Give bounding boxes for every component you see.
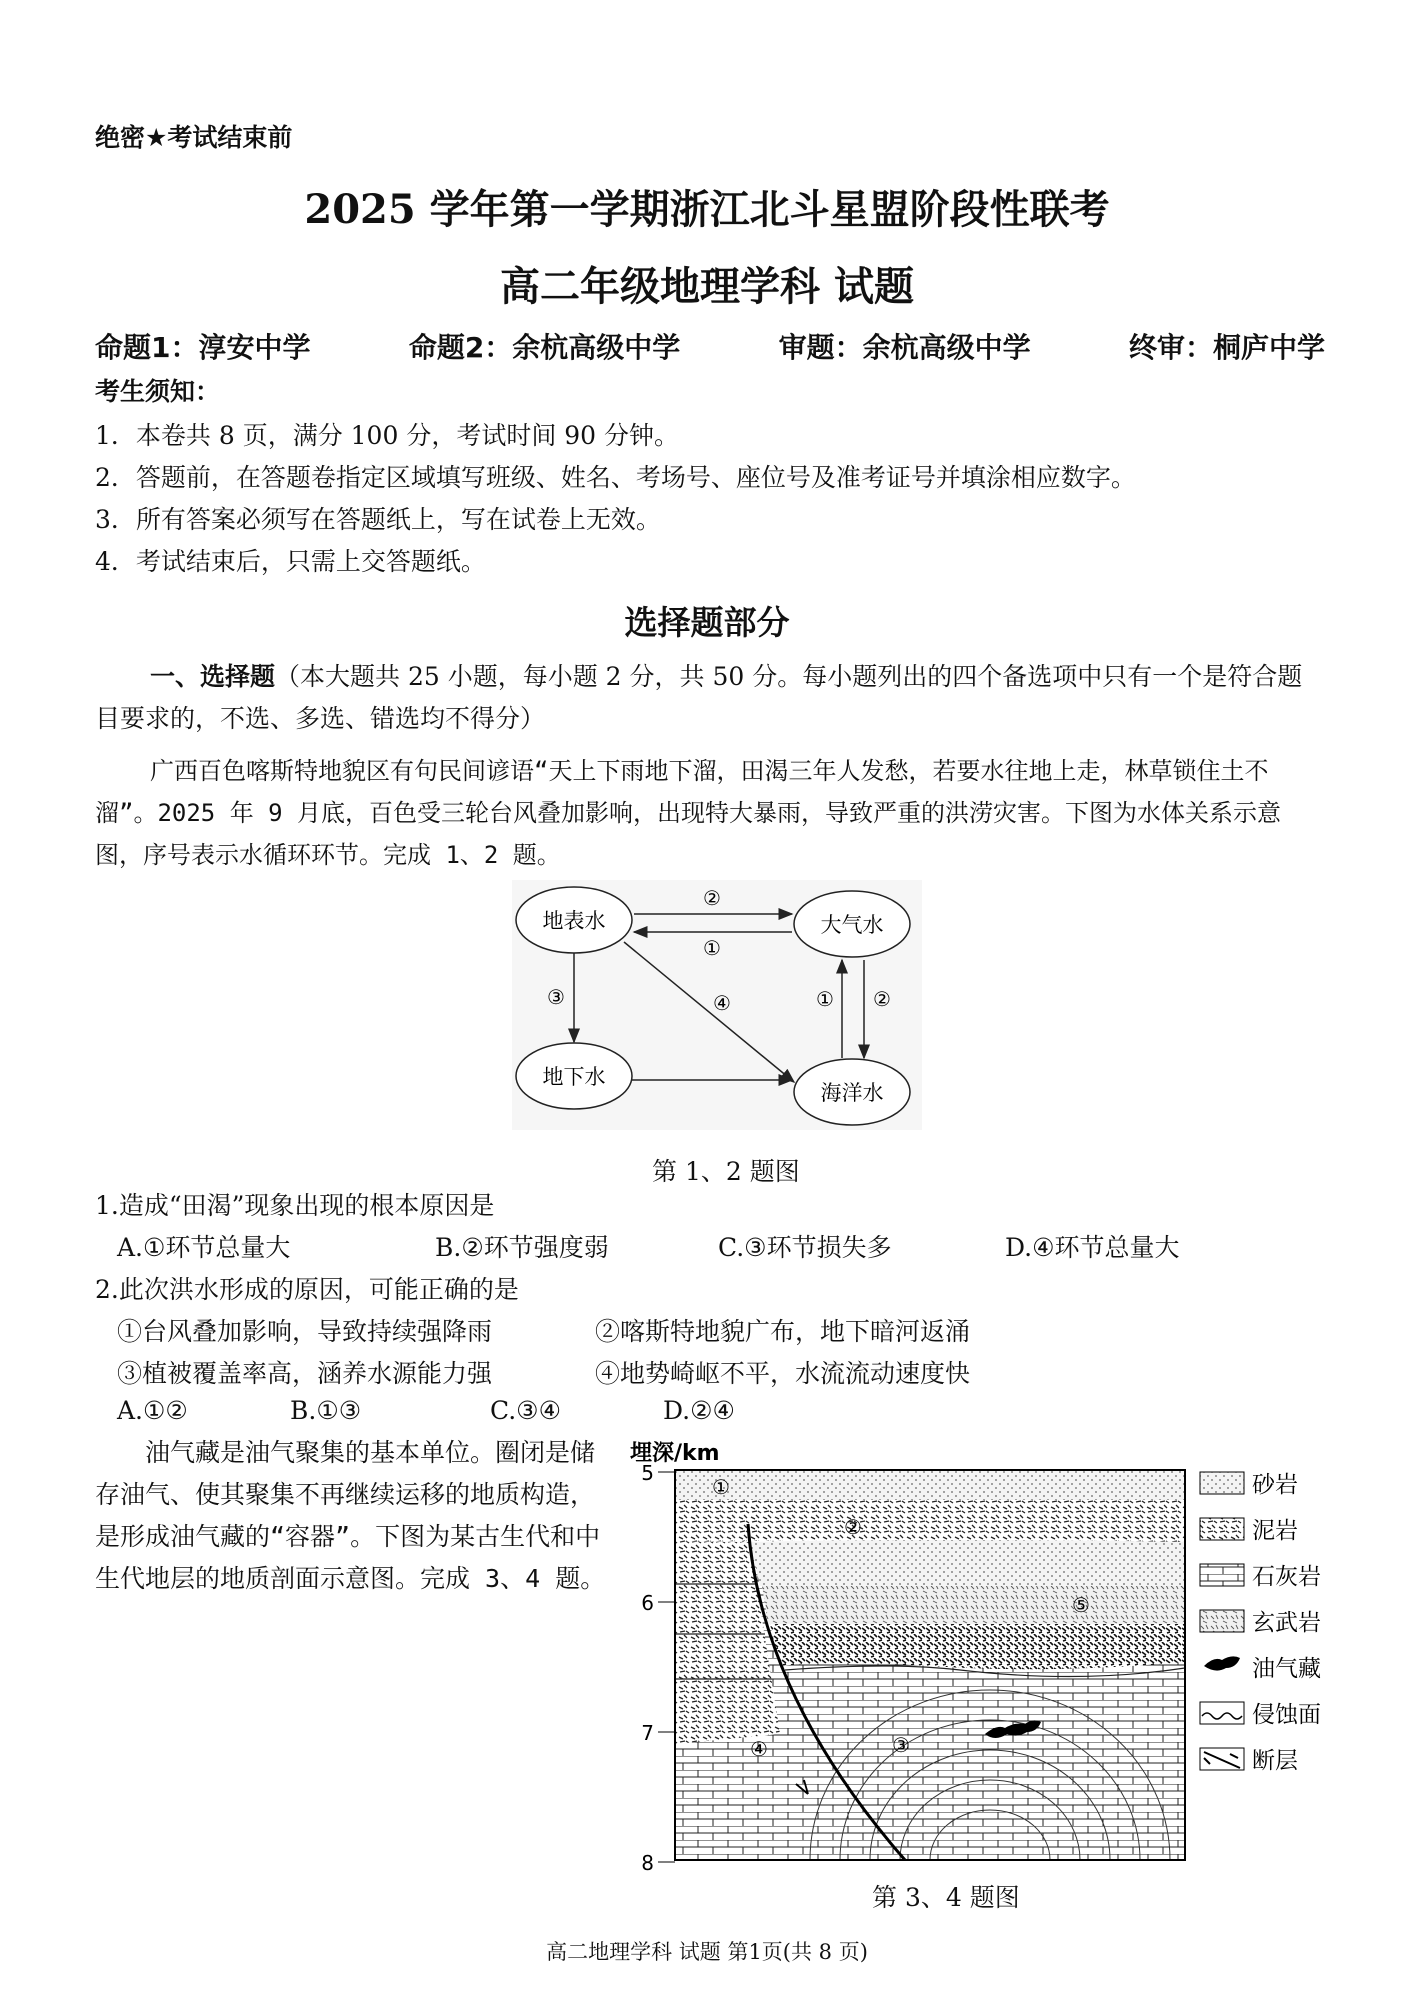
q1-option-c[interactable]: C.③环节损失多 [718,1233,892,1262]
notice-item: 3．所有答案必须写在答题纸上，写在试卷上无效。 [95,505,661,534]
question-1-2-material: 广西百色喀斯特地貌区有句民间谚语“天上下雨地下溜，田渴三年人发愁，若要水往地上走，林草锁住土不溜”。2025 年 9 月底，百色受三轮台风叠加影响，出现特大暴雨，导致严重的洪涝灾害。下图为水体关系示意图，序号表示水循环环节。完成 1、2 题。 [95,757,1282,869]
exam-title: 2025 学年第一学期浙江北斗星盟阶段性联考 [304,186,1110,233]
setters-line [95,326,1325,366]
tick-8: 8 [641,1851,654,1874]
figure-2-caption: 第 3、4 题图 [872,1883,1020,1912]
layer-1-sandstone [675,1470,1185,1500]
legend [1200,1472,1321,1774]
q1-option-d[interactable]: D.④环节总量大 [1005,1233,1180,1262]
legend-erosion-surface: 侵蚀面 [1252,1702,1321,1728]
label-1-right: ① [816,987,834,1011]
layer-5-basalt [762,1586,1185,1624]
tick-7: 7 [641,1721,654,1745]
question-1-stem: 1.造成“田渴”现象出现的根本原因是 [95,1191,495,1220]
q2-statement-4: ④地势崎岖不平，水流流动速度快 [595,1359,971,1388]
layer-mudstone-lower [770,1624,1185,1669]
label-4: ④ [713,991,731,1015]
layer-2-mudstone [675,1500,1185,1542]
q1-option-a[interactable]: A.①环节总量大 [117,1233,291,1262]
setter-2: 命题2：余杭高级中学 [408,331,681,364]
question-2-stem: 2.此次洪水形成的原因，可能正确的是 [95,1275,519,1304]
page-footer: 高二地理学科 试题 第1页(共 8 页) [546,1940,868,1964]
legend-sandstone: 砂岩 [1252,1472,1298,1498]
final-reviewer: 终审：桐庐中学 [1128,331,1325,364]
notice-item: 4．考试结束后，只需上交答题纸。 [95,547,486,576]
notice-item: 2．答题前，在答题卷指定区域填写班级、姓名、考场号、座位号及准考证号并填涂相应数字。 [95,463,1136,492]
label-2-top: ② [703,886,721,910]
label-1-top: ① [703,936,721,960]
water-cycle-diagram [512,880,922,1130]
q2-option-b[interactable]: B.①③ [290,1396,362,1425]
secret-label: 绝密★考试结束前 [95,123,293,152]
tick-5: 5 [641,1461,654,1485]
notice-title: 考生须知： [95,377,221,406]
section-title: 选择题部分 [624,603,790,642]
layer-label-3: ③ [892,1733,910,1757]
q2-option-c[interactable]: C.③④ [490,1396,562,1425]
section-intro [95,656,1325,740]
q2-statement-3: ③植被覆盖率高，涵养水源能力强 [117,1359,493,1388]
exam-subtitle: 高二年级地理学科 试题 [500,263,914,310]
layer-label-4: ④ [750,1737,768,1761]
legend-basalt: 玄武岩 [1252,1610,1321,1636]
geologic-section-diagram [630,1434,1350,1874]
surface-water-label: 地表水 [542,909,606,933]
layer-sandstone-middle [750,1540,1185,1586]
layer-label-2: ② [844,1515,862,1539]
intro-bold: 一、选择题 [150,662,276,691]
layer-label-1: ① [712,1475,730,1499]
legend-fault: 断层 [1252,1748,1298,1774]
q2-statement-1: ①台风叠加影响，导致持续强降雨 [117,1317,493,1346]
figure-1-caption: 第 1、2 题图 [652,1157,800,1186]
legend-mudstone: 泥岩 [1252,1518,1298,1544]
question-3-4-material: 油气藏是油气聚集的基本单位。圈闭是储存油气、使其聚集不再继续运移的地质构造，是形成油气藏的“容器”。下图为某古生代和中生代地层的地质剖面示意图。完成 3、4 题。 [95,1438,606,1593]
q2-option-d[interactable]: D.②④ [663,1396,735,1425]
legend-oil-gas: 油气藏 [1252,1656,1321,1682]
notice-item: 1．本卷共 8 页，满分 100 分，考试时间 90 分钟。 [95,421,680,450]
q2-option-a[interactable]: A.①② [117,1396,188,1425]
q2-statement-2: ②喀斯特地貌广布，地下暗河返涌 [595,1317,971,1346]
layer-label-5: ⑤ [1072,1593,1090,1617]
label-3: ③ [547,985,565,1009]
setter-1: 命题1：淳安中学 [95,331,311,364]
q1-option-b[interactable]: B.②环节强度弱 [435,1233,609,1262]
ground-water-label: 地下水 [542,1065,606,1089]
tick-6: 6 [641,1591,654,1615]
atmosphere-water-label: 大气水 [820,913,884,937]
legend-limestone: 石灰岩 [1252,1564,1321,1590]
label-2-right: ② [873,987,891,1011]
ocean-water-label: 海洋水 [820,1081,884,1105]
depth-axis-label: 埋深/km [630,1441,720,1466]
reviewer: 审题：余杭高级中学 [778,331,1031,364]
intro-rest: （本大题共 25 小题，每小题 2 分，共 50 分。每小题列出的四个备选项中只有一个是符合题目要求的，不选、多选、错选均不得分） [95,662,1303,733]
